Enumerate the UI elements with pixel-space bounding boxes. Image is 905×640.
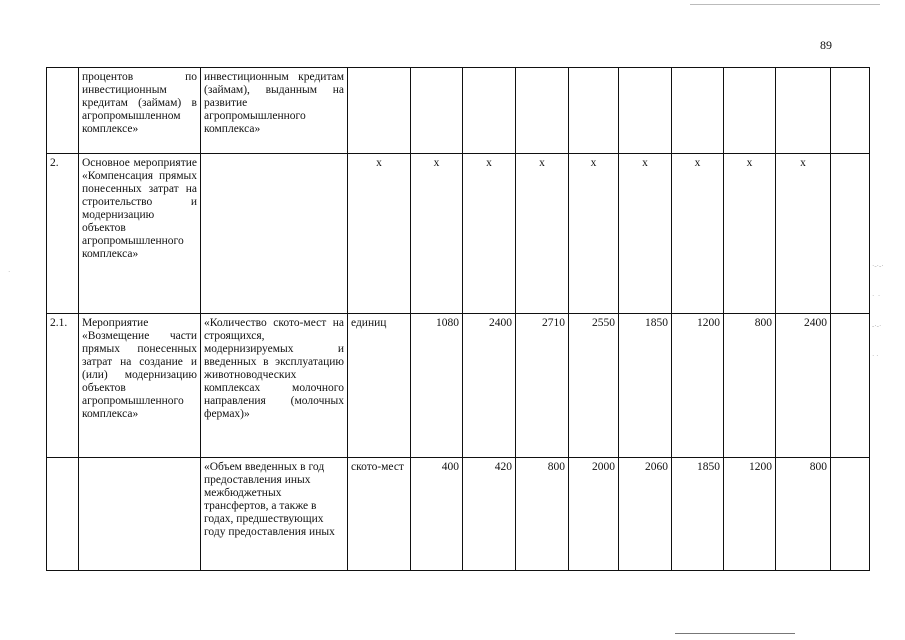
value-cell: 2710 [516, 314, 569, 458]
value-cell [831, 458, 870, 571]
table-row [47, 68, 870, 154]
scan-speck: -·-· [872, 322, 882, 330]
row-number-cell: 2.1. [47, 314, 79, 458]
value-cell [516, 68, 569, 154]
value-cell: x [724, 154, 776, 314]
value-cell [831, 154, 870, 314]
value-cell [672, 68, 724, 154]
table-row [47, 314, 870, 458]
indicator-cell: инвестиционным кредитам (займам), выданным на развитие агропромышленного комплекса» [201, 68, 348, 154]
value-cell: 800 [724, 314, 776, 458]
unit-cell [348, 68, 411, 154]
row-number-cell [47, 68, 79, 154]
row-number-cell [47, 458, 79, 571]
value-cell: x [672, 154, 724, 314]
value-cell: 420 [463, 458, 516, 571]
unit-cell: x [348, 154, 411, 314]
value-cell: 800 [776, 458, 831, 571]
data-table [46, 67, 870, 571]
page-number: 89 [820, 38, 832, 52]
measure-name-cell: процентов по инвестиционным кредитам (займам) в агропромышленном комплексе» [79, 68, 201, 154]
row-number-cell: 2. [47, 154, 79, 314]
measure-name-cell: Основное мероприятие «Компенсация прямых понесенных затрат на строительство и модернизацию объектов агропромышленного комплекса» [79, 154, 201, 314]
scan-speck: · · [872, 292, 881, 300]
value-cell: 1850 [619, 314, 672, 458]
value-cell: 400 [411, 458, 463, 571]
value-cell [569, 68, 619, 154]
value-cell: 2060 [619, 458, 672, 571]
bottom-edge-line [675, 633, 795, 634]
top-edge-line [690, 4, 880, 5]
value-cell: x [411, 154, 463, 314]
value-cell: 1200 [672, 314, 724, 458]
value-cell [619, 68, 672, 154]
value-cell: x [776, 154, 831, 314]
value-cell: 1200 [724, 458, 776, 571]
value-cell [831, 314, 870, 458]
value-cell: 1080 [411, 314, 463, 458]
indicator-cell: «Объем введенных в год предоставления иных межбюджетных трансфертов, а также в годах, предшествующих году предоставления иных [201, 458, 348, 571]
value-cell: 800 [516, 458, 569, 571]
scan-speck: · · [872, 352, 879, 360]
value-cell: 2000 [569, 458, 619, 571]
value-cell: 2400 [776, 314, 831, 458]
value-cell: x [516, 154, 569, 314]
value-cell: 2550 [569, 314, 619, 458]
unit-cell: единиц [348, 314, 411, 458]
value-cell: 1850 [672, 458, 724, 571]
measure-name-cell [79, 458, 201, 571]
value-cell: 2400 [463, 314, 516, 458]
scan-speck: ·-·-· [872, 262, 884, 270]
unit-cell: ското-мест [348, 458, 411, 571]
value-cell [463, 68, 516, 154]
indicator-cell: «Количество ското-мест на строящихся, модернизируемых и введенных в эксплуатацию животноводческих комплексах молочного направления (молочных фермах)» [201, 314, 348, 458]
value-cell: x [463, 154, 516, 314]
value-cell [776, 68, 831, 154]
value-cell: x [619, 154, 672, 314]
value-cell: x [569, 154, 619, 314]
table-row [47, 154, 870, 314]
measure-name-cell: Мероприятие «Возмещение части прямых понесенных затрат на создание и (или) модернизацию объектов агропромышленного комплекса» [79, 314, 201, 458]
value-cell [831, 68, 870, 154]
value-cell [411, 68, 463, 154]
value-cell [724, 68, 776, 154]
scan-speck: · [8, 268, 11, 276]
table-row [47, 458, 870, 571]
indicator-cell [201, 154, 348, 314]
